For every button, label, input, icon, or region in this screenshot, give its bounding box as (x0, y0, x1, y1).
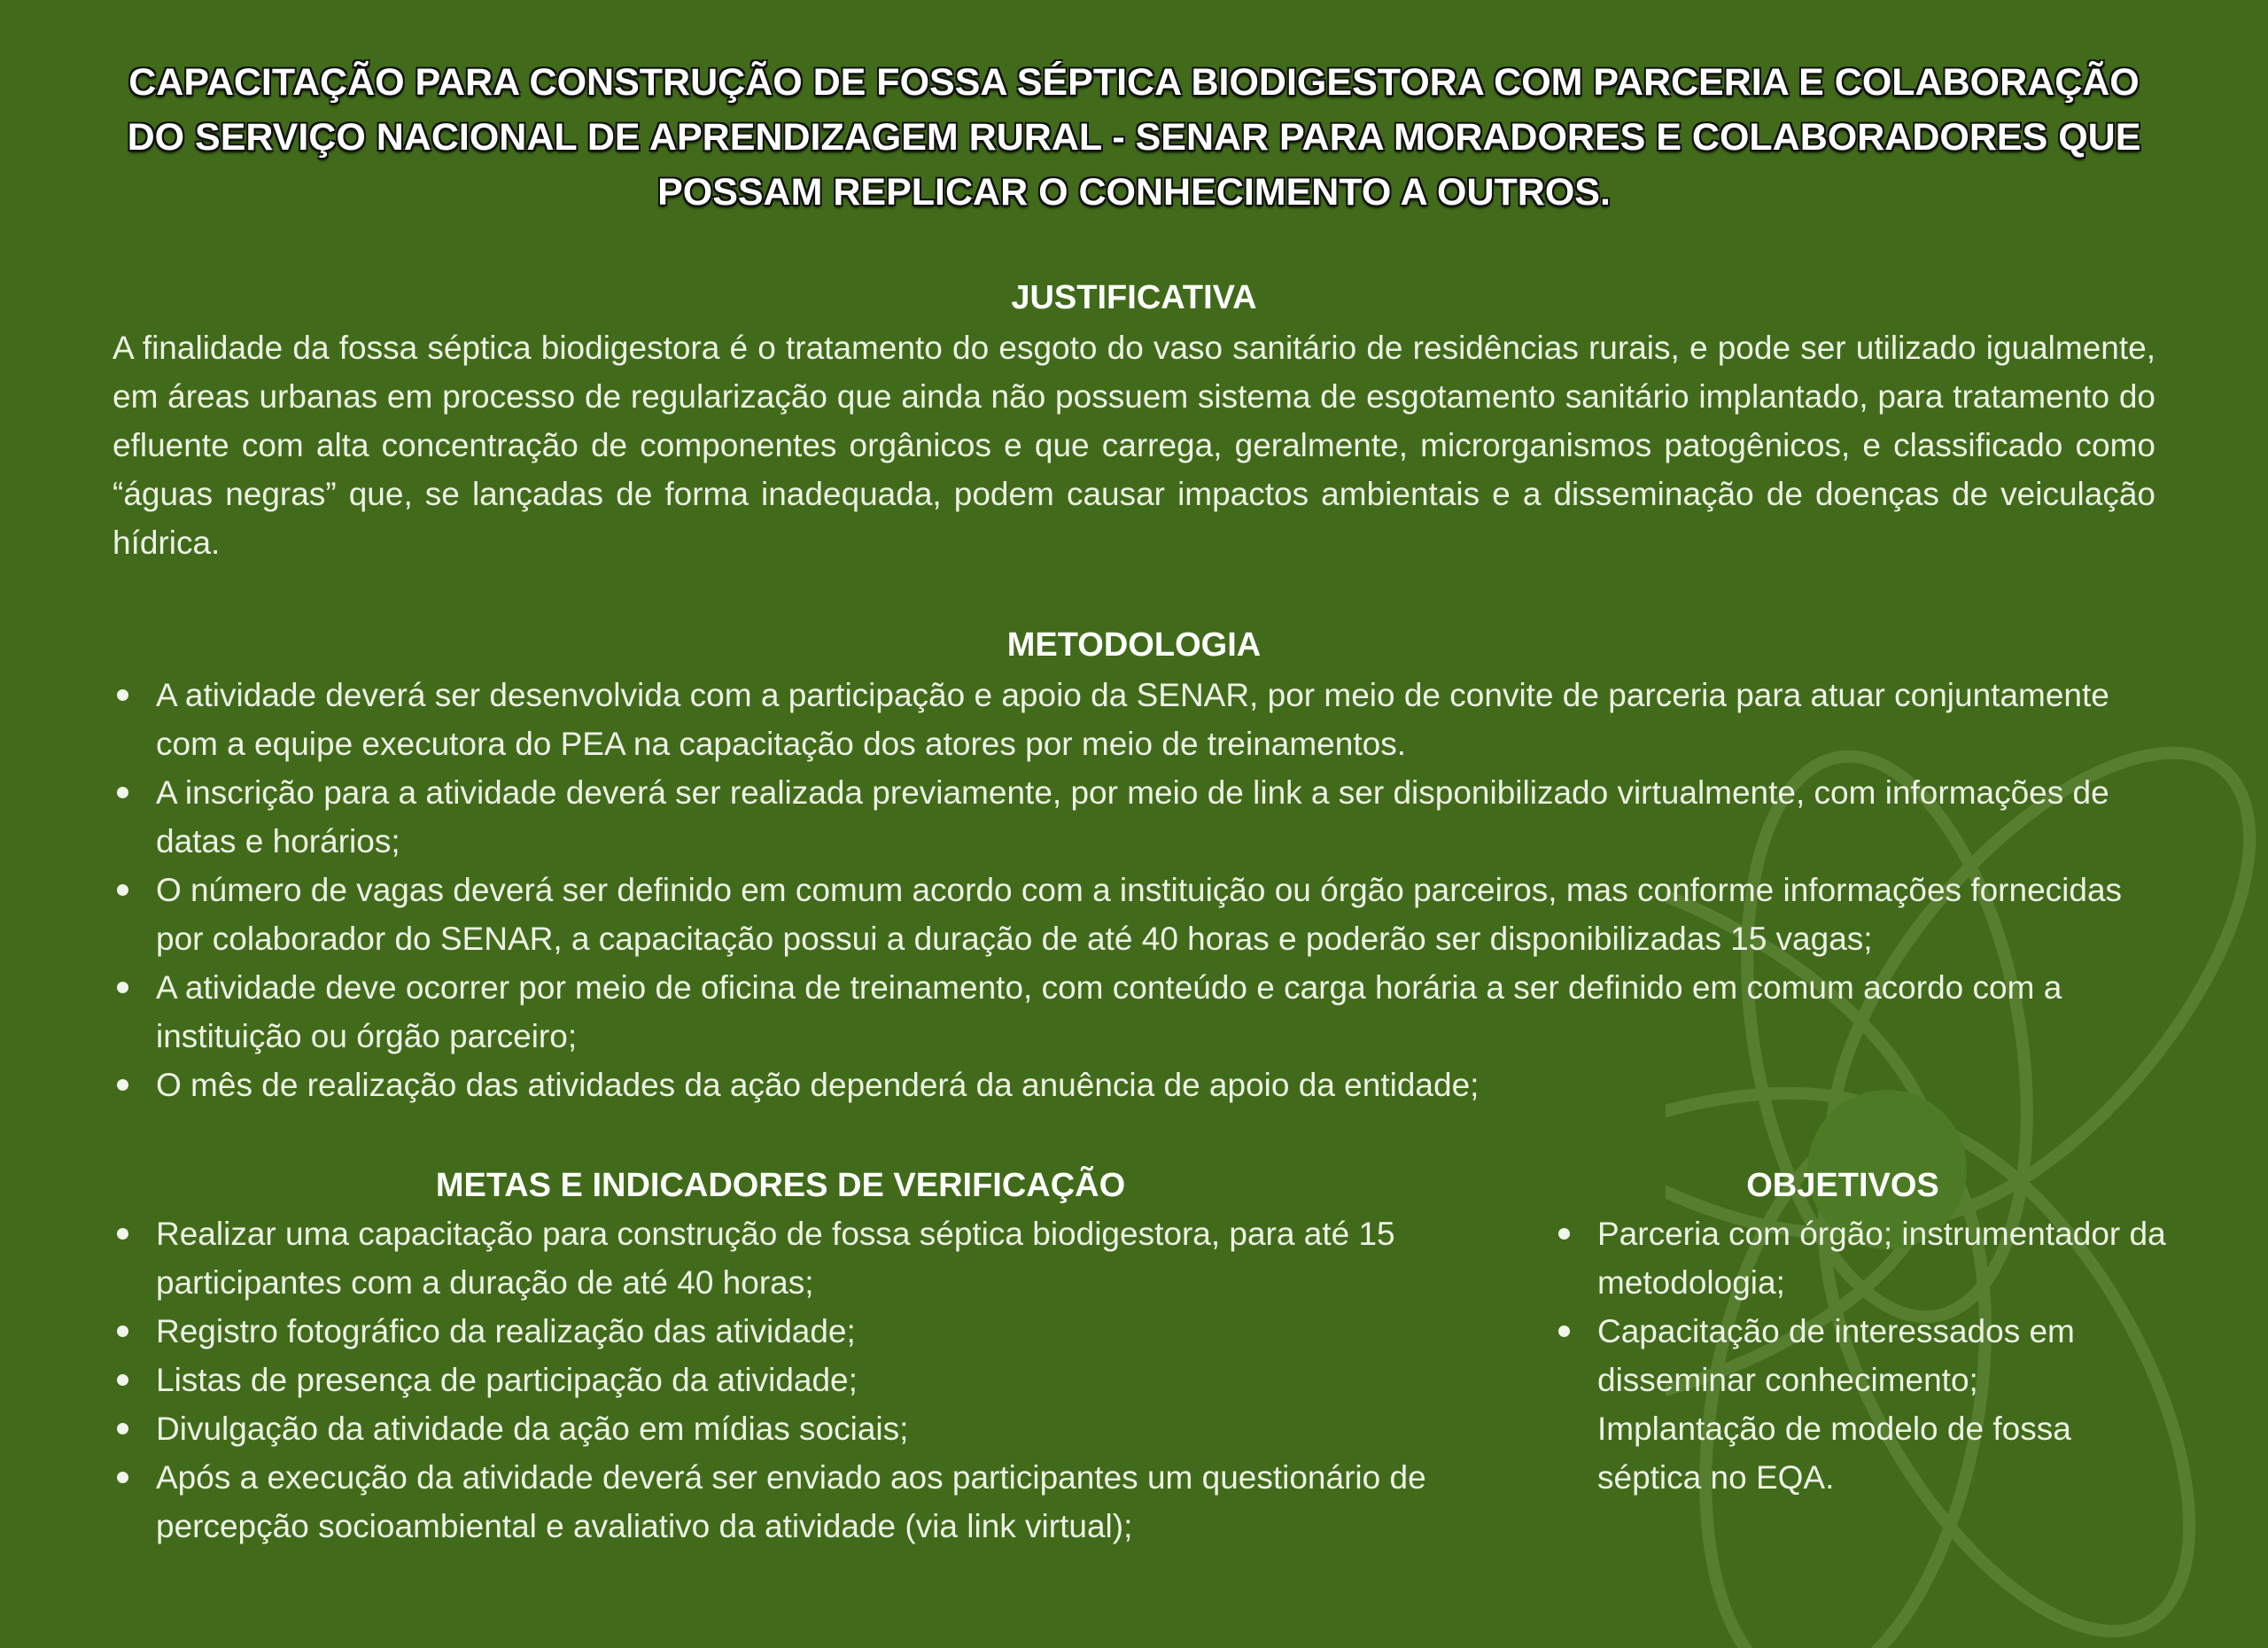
objetivos-list (1554, 1209, 2174, 1404)
list-item: Após a execução da atividade deverá ser enviado aos participantes um questionário de percepção socioambiental e avaliativo da atividade (via link virtual); (113, 1453, 1495, 1551)
metas-list (113, 1209, 1495, 1551)
list-item: O mês de realização das atividades da ação dependerá da anuência de apoio da entidade; (113, 1061, 2168, 1109)
metodologia-heading: METODOLOGIA (1006, 626, 1262, 664)
justificativa-text: A finalidade da fossa séptica biodigestora é o tratamento do esgoto do vaso sanitário de residências rurais, e pode ser utilizado igualmente, em áreas urbanas em processo de regularização que ainda não possuem sistema de esgotamento sanitário implantado, para tratamento do efluente com alta concentração de componentes orgânicos e que carrega, geralmente, microrganismos patogênicos, e classificado como “águas negras” que, se lançadas de forma inadequada, podem causar impactos ambientais e a disseminação de doenças de veiculação hídrica. (113, 330, 2155, 561)
list-item: Parceria com órgão; instrumentador da metodologia; (1554, 1209, 2174, 1307)
list-item: Capacitação de interessados em disseminar conhecimento; (1554, 1307, 2174, 1404)
page-title: CAPACITAÇÃO PARA CONSTRUÇÃO DE FOSSA SÉPTICA BIODIGESTORA COM PARCERIA E COLABORAÇÃO DO SERVIÇO NACIONAL DE APRENDIZAGEM RURAL - SENAR PARA MORADORES E COLABORADORES QUE POSSAM REPLICAR O CONHECIMENTO A OUTROS. (127, 61, 2141, 214)
list-item: Divulgação da atividade da ação em mídias sociais; (113, 1404, 1495, 1453)
metas-heading: METAS E INDICADORES DE VERIFICAÇÃO (435, 1167, 1126, 1204)
objetivos-heading: OBJETIVOS (1746, 1167, 1939, 1204)
objetivos-block (1554, 1209, 2174, 1502)
metodologia-list (113, 671, 2168, 1109)
list-item: A atividade deve ocorrer por meio de oficina de treinamento, com conteúdo e carga horária a ser definido em comum acordo com a instituição ou órgão parceiro; (113, 963, 2168, 1061)
objetivos-trailing-text: Implantação de modelo de fossa séptica no EQA. (1597, 1411, 2071, 1496)
list-item: Realizar uma capacitação para construção de fossa séptica biodigestora, para até 15 participantes com a duração de até 40 horas; (113, 1209, 1495, 1307)
list-item: O número de vagas deverá ser definido em comum acordo com a instituição ou órgão parceiros, mas conforme informações fornecidas por colaborador do SENAR, a capacitação possui a duração de até 40 horas e poderão ser disponibilizadas 15 vagas; (113, 866, 2168, 963)
list-item: Registro fotográfico da realização das atividade; (113, 1307, 1495, 1356)
list-item: Listas de presença de participação da atividade; (113, 1356, 1495, 1404)
list-item: A inscrição para a atividade deverá ser realizada previamente, por meio de link a ser disponibilizado virtualmente, com informações de datas e horários; (113, 768, 2168, 866)
list-item: A atividade deverá ser desenvolvida com a participação e apoio da SENAR, por meio de convite de parceria para atuar conjuntamente com a equipe executora do PEA na capacitação dos atores por meio de treinamentos. (113, 671, 2168, 768)
justificativa-heading: JUSTIFICATIVA (1011, 279, 1257, 316)
